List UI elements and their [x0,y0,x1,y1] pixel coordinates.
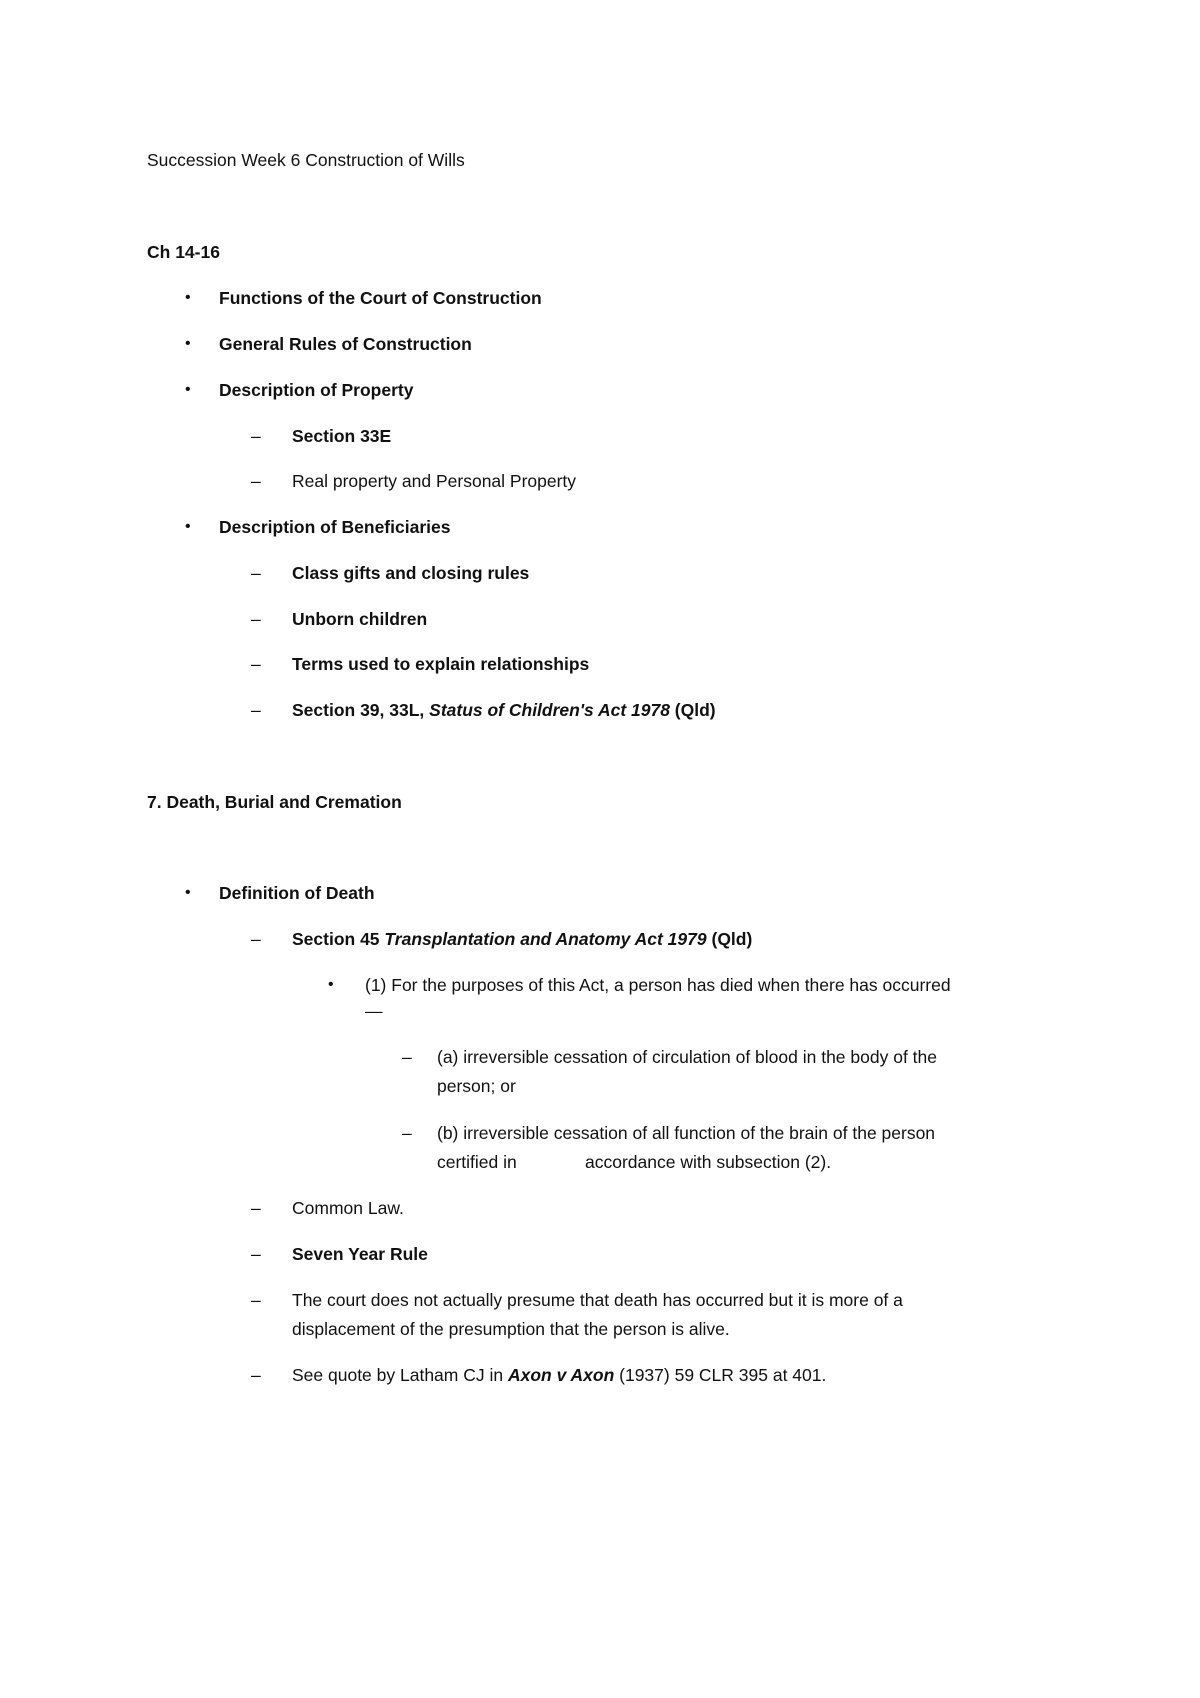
section-heading: 7. Death, Burial and Cremation [147,792,402,812]
dash-icon: – [251,471,261,491]
statute-text: person; or [437,1076,516,1096]
list-item: Description of Property [219,380,414,400]
list-subitem [292,928,752,950]
list-subitem: Section 33E [292,426,392,446]
list-subitem: Class gifts and closing rules [292,563,530,583]
list-subitem: Seven Year Rule [292,1244,428,1264]
list-item: Definition of Death [219,883,375,903]
bullet-icon: • [185,381,191,398]
list-subitem: Terms used to explain relationships [292,654,590,674]
list-item: Functions of the Court of Construction [219,288,542,308]
chapter-heading: Ch 14-16 [147,242,220,262]
dash-icon: – [251,929,261,949]
list-subitem: displacement of the presumption that the person is alive. [292,1319,730,1339]
statute-text: certified in [437,1152,517,1172]
citation: (1937) 59 CLR 395 at 401. [614,1365,827,1385]
bullet-icon: • [185,335,191,352]
list-item: General Rules of Construction [219,334,472,354]
dash-icon: – [251,563,261,583]
list-subitem [292,699,716,721]
statute-text: (b) irreversible cessation of all function of the brain of the person [437,1123,936,1143]
bullet-icon: • [185,884,191,901]
document-title: Succession Week 6 Construction of Wills [147,150,465,170]
section-ref: Section 39, 33L, [292,700,430,720]
case-name: Axon v Axon [507,1365,615,1385]
act-name: Transplantation and Anatomy Act 1979 [384,929,707,949]
statute-text: accordance with subsection (2). [585,1152,832,1172]
list-subitem: Common Law. [292,1198,404,1218]
statute-text: (a) irreversible cessation of circulation of blood in the body of the [437,1047,937,1067]
section-ref: Section 45 [292,929,385,949]
list-subitem [292,1364,826,1386]
statute-text: — [365,1001,383,1021]
statute-text: (1) For the purposes of this Act, a person has died when there has occurred [365,975,951,995]
act-name: Status of Children's Act 1978 [429,700,670,720]
dash-icon: – [251,1290,261,1310]
dash-icon: – [251,700,261,720]
dash-icon: – [251,609,261,629]
bullet-icon: • [185,518,191,535]
jurisdiction: (Qld) [669,700,716,720]
dash-icon: – [402,1123,412,1143]
bullet-icon: • [328,976,334,993]
list-subitem: Unborn children [292,609,428,629]
dash-icon: – [251,1244,261,1264]
dash-icon: – [251,426,261,446]
dash-icon: – [251,1365,261,1385]
dash-icon: – [251,654,261,674]
list-subitem: The court does not actually presume that death has occurred but it is more of a [292,1290,903,1310]
list-item: Description of Beneficiaries [219,517,451,537]
dash-icon: – [251,1198,261,1218]
dash-icon: – [402,1047,412,1067]
quote-intro: See quote by Latham CJ in [292,1365,508,1385]
jurisdiction: (Qld) [706,929,753,949]
bullet-icon: • [185,289,191,306]
list-subitem: Real property and Personal Property [292,471,577,491]
